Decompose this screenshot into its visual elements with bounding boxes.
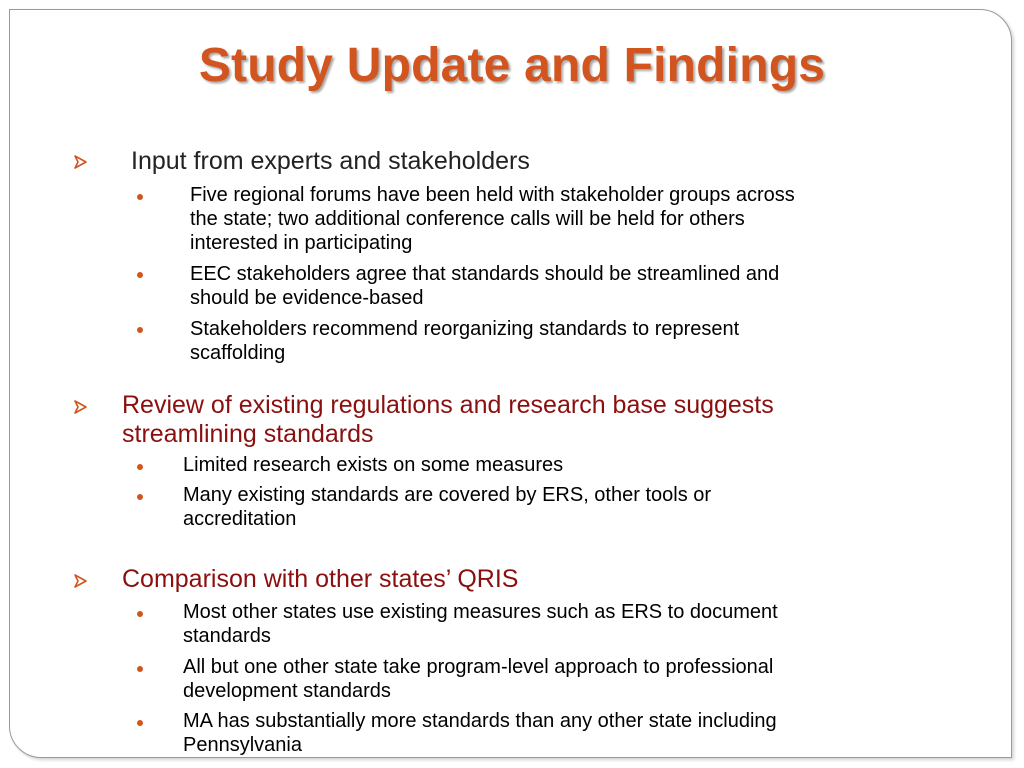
- bullet-line: Pennsylvania: [183, 734, 302, 756]
- bullet-line: development standards: [183, 680, 391, 702]
- bullet-line: scaffolding: [190, 342, 286, 364]
- dot-bullet-icon: [137, 194, 143, 200]
- bullet-line: Stakeholders recommend reorganizing standards to represent: [190, 318, 740, 340]
- bullet-line: accreditation: [183, 508, 297, 530]
- bullet-line: All but one other state take program-level approach to professional: [183, 656, 774, 678]
- bullet-line: Most other states use existing measures such as ERS to document: [183, 601, 778, 623]
- slide-frame: [9, 9, 1012, 758]
- arrow-bullet-icon: [72, 153, 90, 171]
- bullet-line: Many existing standards are covered by ERS, other tools or: [183, 484, 712, 506]
- dot-bullet-icon: [137, 494, 143, 500]
- bullet-line: interested in participating: [190, 232, 413, 254]
- bullet-line: EEC stakeholders agree that standards should be streamlined and: [190, 263, 780, 285]
- arrow-bullet-icon: [72, 572, 90, 590]
- bullet-line: standards: [183, 625, 271, 647]
- dot-bullet-icon: [137, 464, 143, 470]
- section-heading: Review of existing regulations and research base suggests: [122, 391, 774, 419]
- bullet-line: the state; two additional conference calls will be held for others: [190, 208, 745, 230]
- dot-bullet-icon: [137, 720, 143, 726]
- arrow-bullet-icon: [72, 398, 90, 416]
- dot-bullet-icon: [137, 272, 143, 278]
- section-heading: Input from experts and stakeholders: [131, 147, 530, 175]
- section-heading: Comparison with other states’ QRIS: [122, 565, 519, 593]
- slide-title: Study Update and Findings: [198, 39, 826, 92]
- bullet-line: should be evidence-based: [190, 287, 424, 309]
- dot-bullet-icon: [137, 666, 143, 672]
- section-heading: streamlining standards: [122, 420, 374, 448]
- dot-bullet-icon: [137, 611, 143, 617]
- bullet-line: Limited research exists on some measures: [183, 454, 564, 476]
- bullet-line: Five regional forums have been held with stakeholder groups across: [190, 184, 795, 206]
- bullet-line: MA has substantially more standards than any other state including: [183, 710, 777, 732]
- dot-bullet-icon: [137, 327, 143, 333]
